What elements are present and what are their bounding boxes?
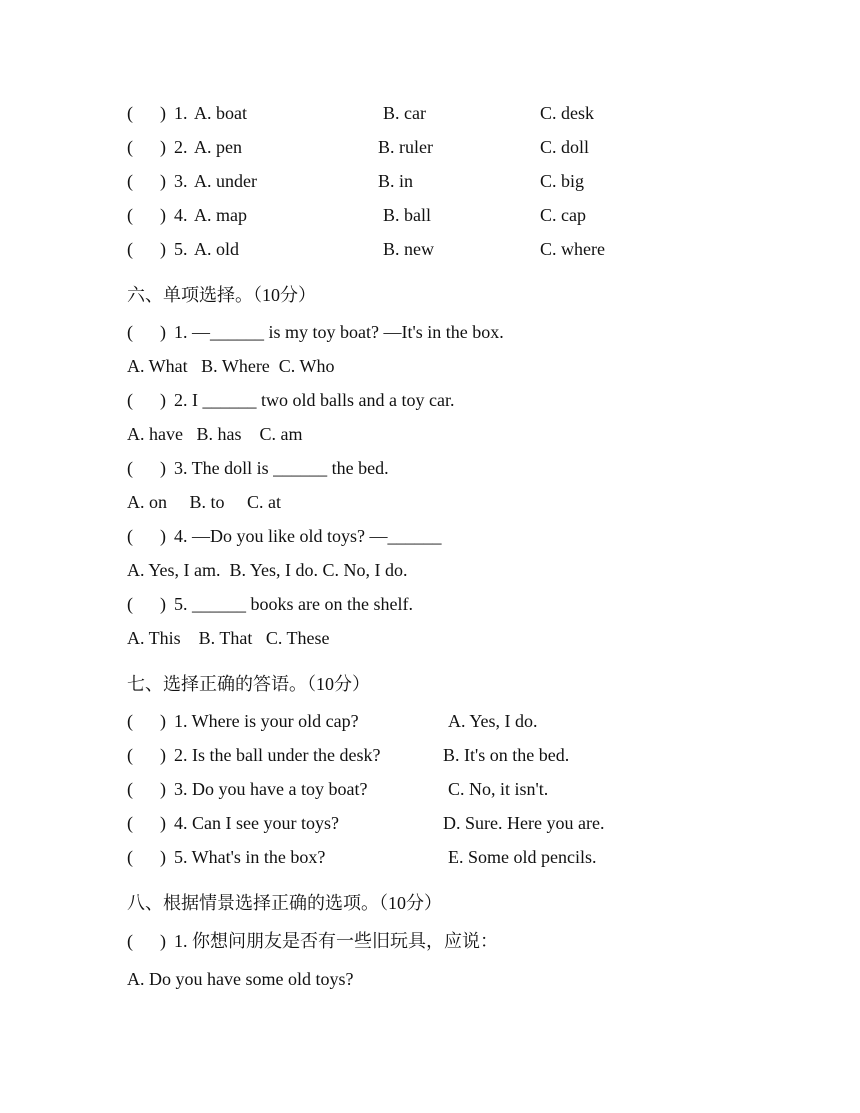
s7-row-1: [0, 710, 860, 732]
question-text: 2. Is the ball under the desk?: [174, 745, 381, 765]
answer-blank[interactable]: ( ): [127, 390, 166, 410]
question-text: 5. What's in the box?: [174, 847, 326, 867]
s7-row-3: [0, 778, 860, 800]
question-text: 1. 你想问朋友是否有一些旧玩具，应说：: [174, 931, 498, 951]
option-a: A. old: [194, 239, 239, 259]
question-text: 4. Can I see your toys?: [174, 813, 339, 833]
section-8-title: 八、根据情景选择正确的选项。（10分）: [127, 893, 442, 913]
answer-blank[interactable]: ( ): [127, 322, 166, 342]
answer-option: C. No, it isn't.: [448, 779, 549, 799]
s6-options-4: A. Yes, I am. B. Yes, I do. C. No, I do.: [127, 560, 408, 580]
s6-question-1: [0, 321, 860, 343]
answer-blank[interactable]: ( ): [127, 171, 166, 191]
answer-blank[interactable]: ( ): [127, 847, 166, 867]
option-b: B. ruler: [378, 137, 433, 157]
answer-blank[interactable]: ( ): [127, 745, 166, 765]
s6-question-5: [0, 593, 860, 615]
answer-blank[interactable]: ( ): [127, 594, 166, 614]
s6-question-4: [0, 525, 860, 547]
option-a: A. under: [194, 171, 257, 191]
s6-question-3: [0, 457, 860, 479]
s6-options-2: A. have B. has C. am: [127, 424, 303, 444]
s8-options-1: A. Do you have some old toys?: [127, 969, 354, 989]
question-text: 2. I ______ two old balls and a toy car.: [174, 390, 455, 410]
answer-blank[interactable]: ( ): [127, 711, 166, 731]
option-b: B. in: [378, 171, 414, 191]
answer-option: D. Sure. Here you are.: [443, 813, 605, 833]
s5-row-5: [0, 238, 860, 260]
option-c: C. desk: [540, 103, 594, 123]
answer-blank[interactable]: ( ): [127, 526, 166, 546]
question-text: 3. Do you have a toy boat?: [174, 779, 368, 799]
s6-question-2: [0, 389, 860, 411]
option-b: B. ball: [383, 205, 431, 225]
s7-row-5: [0, 846, 860, 868]
s6-options-1: A. What B. Where C. Who: [127, 356, 335, 376]
question-number: 3.: [174, 171, 188, 191]
section-6-title: 六、单项选择。（10分）: [127, 285, 316, 305]
answer-blank[interactable]: ( ): [127, 137, 166, 157]
section-7-title: 七、选择正确的答语。（10分）: [127, 674, 370, 694]
answer-blank[interactable]: ( ): [127, 779, 166, 799]
s5-row-3: [0, 170, 860, 192]
question-text: 1. —______ is my toy boat? —It's in the box.: [174, 322, 504, 342]
question-text: 4. —Do you like old toys? —______: [174, 526, 442, 546]
option-a: A. boat: [194, 103, 247, 123]
question-number: 5.: [174, 239, 188, 259]
s7-row-4: [0, 812, 860, 834]
option-a: A. pen: [194, 137, 242, 157]
s6-options-3: A. on B. to C. at: [127, 492, 282, 512]
s5-row-2: [0, 136, 860, 158]
option-b: B. car: [383, 103, 426, 123]
answer-blank[interactable]: ( ): [127, 103, 166, 123]
option-c: C. doll: [540, 137, 590, 157]
option-b: B. new: [383, 239, 434, 259]
s7-row-2: [0, 744, 860, 766]
answer-blank[interactable]: ( ): [127, 813, 166, 833]
question-text: 5. ______ books are on the shelf.: [174, 594, 413, 614]
answer-option: A. Yes, I do.: [448, 711, 538, 731]
s5-row-1: [0, 102, 860, 124]
answer-blank[interactable]: ( ): [127, 239, 166, 259]
option-c: C. where: [540, 239, 605, 259]
question-text: 3. The doll is ______ the bed.: [174, 458, 389, 478]
s5-row-4: [0, 204, 860, 226]
question-text: 1. Where is your old cap?: [174, 711, 359, 731]
answer-blank[interactable]: ( ): [127, 205, 166, 225]
question-number: 2.: [174, 137, 188, 157]
s6-options-5: A. This B. That C. These: [127, 628, 330, 648]
answer-option: E. Some old pencils.: [448, 847, 597, 867]
s8-question-1: [0, 930, 860, 952]
option-a: A. map: [194, 205, 247, 225]
answer-blank[interactable]: ( ): [127, 931, 166, 951]
option-c: C. cap: [540, 205, 586, 225]
answer-option: B. It's on the bed.: [443, 745, 570, 765]
question-number: 1.: [174, 103, 188, 123]
answer-blank[interactable]: ( ): [127, 458, 166, 478]
question-number: 4.: [174, 205, 188, 225]
option-c: C. big: [540, 171, 585, 191]
